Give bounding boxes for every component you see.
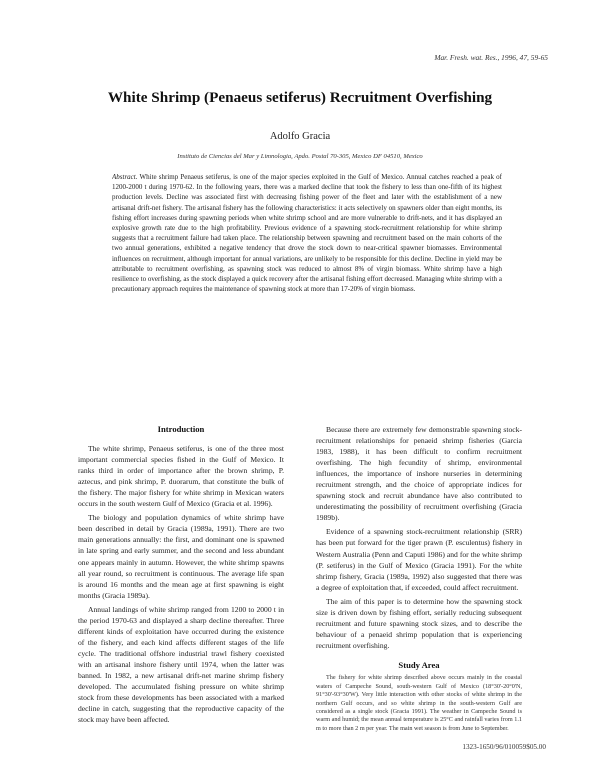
article-code: 1323-1650/96/010059$05.00 xyxy=(462,743,546,751)
study-area-text: The fishery for white shrimp described above occurs mainly in the coastal waters of Campeche Sound, south-western Gulf of Mexico (18°30'-20°0'N, 91°30'-93°30'W). Very little interaction with other stocks of white shrimp in the northern Gulf occurs, and so white shrimp in the south-western Gulf are considered as a single stock (Gracia 1991). The weather in Campeche Sound is warm and humid; the mean annual temperature is 25°C and rainfall varies from 1.1 m to more than 2 m per year. The main wet season is from June to September. xyxy=(316,674,522,732)
author-affiliation: Instituto de Ciencias del Mar y Limnologia, Apdo. Postal 70-305, Mexico DF 04510, Mexico xyxy=(177,153,423,160)
intro-paragraph-1: The white shrimp, Penaeus setiferus, is one of the three most important commercial species fished in the Gulf of Mexico. It ranks third in order of importance after the brown shrimp, P. aztecus, and pink shrimp, P. duorarum, that constitute the bulk of the fishery. The major fishery for white shrimp in Mexican waters occurs in the south western Gulf of Mexico (Gracia et al. 1996). xyxy=(78,444,284,509)
abstract xyxy=(112,172,502,424)
abstract-text: White shrimp Penaeus setiferus, is one of the major species exploited in the Gulf of Mexico. Annual catches reached a peak of 1200-2000 t during 1970-62. In the following years, there was a marked decline that took the fishery to less than one-fifth of its highest production levels. Decline was associated first with decreasing fishing power of the fleet and later with the establishment of a new artisanal drift-net fishery. The artisanal fishery has the following characteristics: it acts selectively on spawners older than eight months, its fishing effort increases during spawning periods when white shrimp school and are more vulnerable to drift-nets, and it has displayed an explosive growth rate due to the high profitability. Previous evidence of a spawning stock-recruitment relationship for white shrimp suggests that a recruitment failure had taken place. The relationship between spawning and recruitment based on the main cohorts of the two annual generations, exhibited a negative tendency that drove the stock down to near-critical spawner biomasses. Environmental influences on recruitment, although important for annual variations, are unlikely to be responsible for this decline. Decline in yield may be attributable to recruitment overfishing, as spawning stock was reduced to almost 8% of virgin biomass. White shrimp have a high resilience to overfishing, as the stock displayed a quick recovery after the artisanal fishing effort decreased. Managing white shrimp with a precautionary approach requires the maintenance of spawning stock at more than 17-20% of virgin biomass. xyxy=(112,173,502,294)
right-column xyxy=(316,424,522,694)
journal-reference: Mar. Fresh. wat. Res., 1996, 47, 59-65 xyxy=(434,53,548,62)
intro-paragraph-2: The biology and population dynamics of white shrimp have been described in detail by Gracia (1989a, 1991). There are two main generations annually: the first, and dominant one is spawned in late spring and early summer, and the second and less abundant one appears mainly in autumn. However, the white shrimp spawns all year round, so recruitment is continuous. The average life span is around 16 months and the mean age at first spawning is eight months (Gracia 1989a). xyxy=(78,513,284,600)
right-paragraph-2: Evidence of a spawning stock-recruitment relationship (SRR) has been put forward for the tiger prawn (P. esculentus) fishery in Western Australia (Penn and Caputi 1986) and for the white shrimp (P. setiferus) in the Gulf of Mexico (Gracia 1991). For the white shrimp fishery, Gracia (1989a, 1992) also suggested that there was a degree of exploitation that, if exceeded, could affect recruitment. xyxy=(316,527,522,592)
right-paragraph-3: The aim of this paper is to determine how the spawning stock size is driven down by fishing effort, serially reducing subsequent recruitment and future spawning stock sizes, and to describe the behaviour of a penaeid shrimp population that is experiencing recruitment overfishing. xyxy=(316,596,522,650)
study-area-section xyxy=(316,661,522,741)
left-column xyxy=(78,424,284,754)
abstract-lead: Abstract. xyxy=(112,173,138,181)
paper-title: White Shrimp (Penaeus setiferus) Recruitment Overfishing xyxy=(107,89,493,106)
right-paragraph-1: Because there are extremely few demonstrable spawning stock-recruitment relationships for penaeid shrimp fisheries (Garcia 1983, 1988), it has been difficult to confirm recruitment overfishing. The high fecundity of shrimp, environmental influences, the importance of inshore nurseries in determining recruitment strength, and the choice of appropriate indices for spawning stock and recruit abundance have also contributed to underestimating the possibility of recruitment overfishing (Gracia 1989b). xyxy=(316,425,522,523)
study-area-heading: Study Area xyxy=(398,661,440,670)
introduction-heading: Introduction xyxy=(157,424,205,434)
intro-paragraph-3: Annual landings of white shrimp ranged from 1200 to 2000 t in the period 1970-63 and displayed a sharp decline thereafter. Three different kinds of exploitation have occurred during the existence of the fishery, and each kind affects different stages of the life cycle. The traditional offshore industrial trawl fishery coexisted with an artisanal inshore fishery until 1974, when the latter was banned. In 1982, a new artisanal drift-net marine shrimp fishery developed. The accumulated fishing pressure on white shrimp stock from these developments has been associated with a marked decline in catch, suggesting that the reproductive capacity of the stock may have been affected. xyxy=(78,604,284,725)
author-name: Adolfo Gracia xyxy=(269,131,331,142)
